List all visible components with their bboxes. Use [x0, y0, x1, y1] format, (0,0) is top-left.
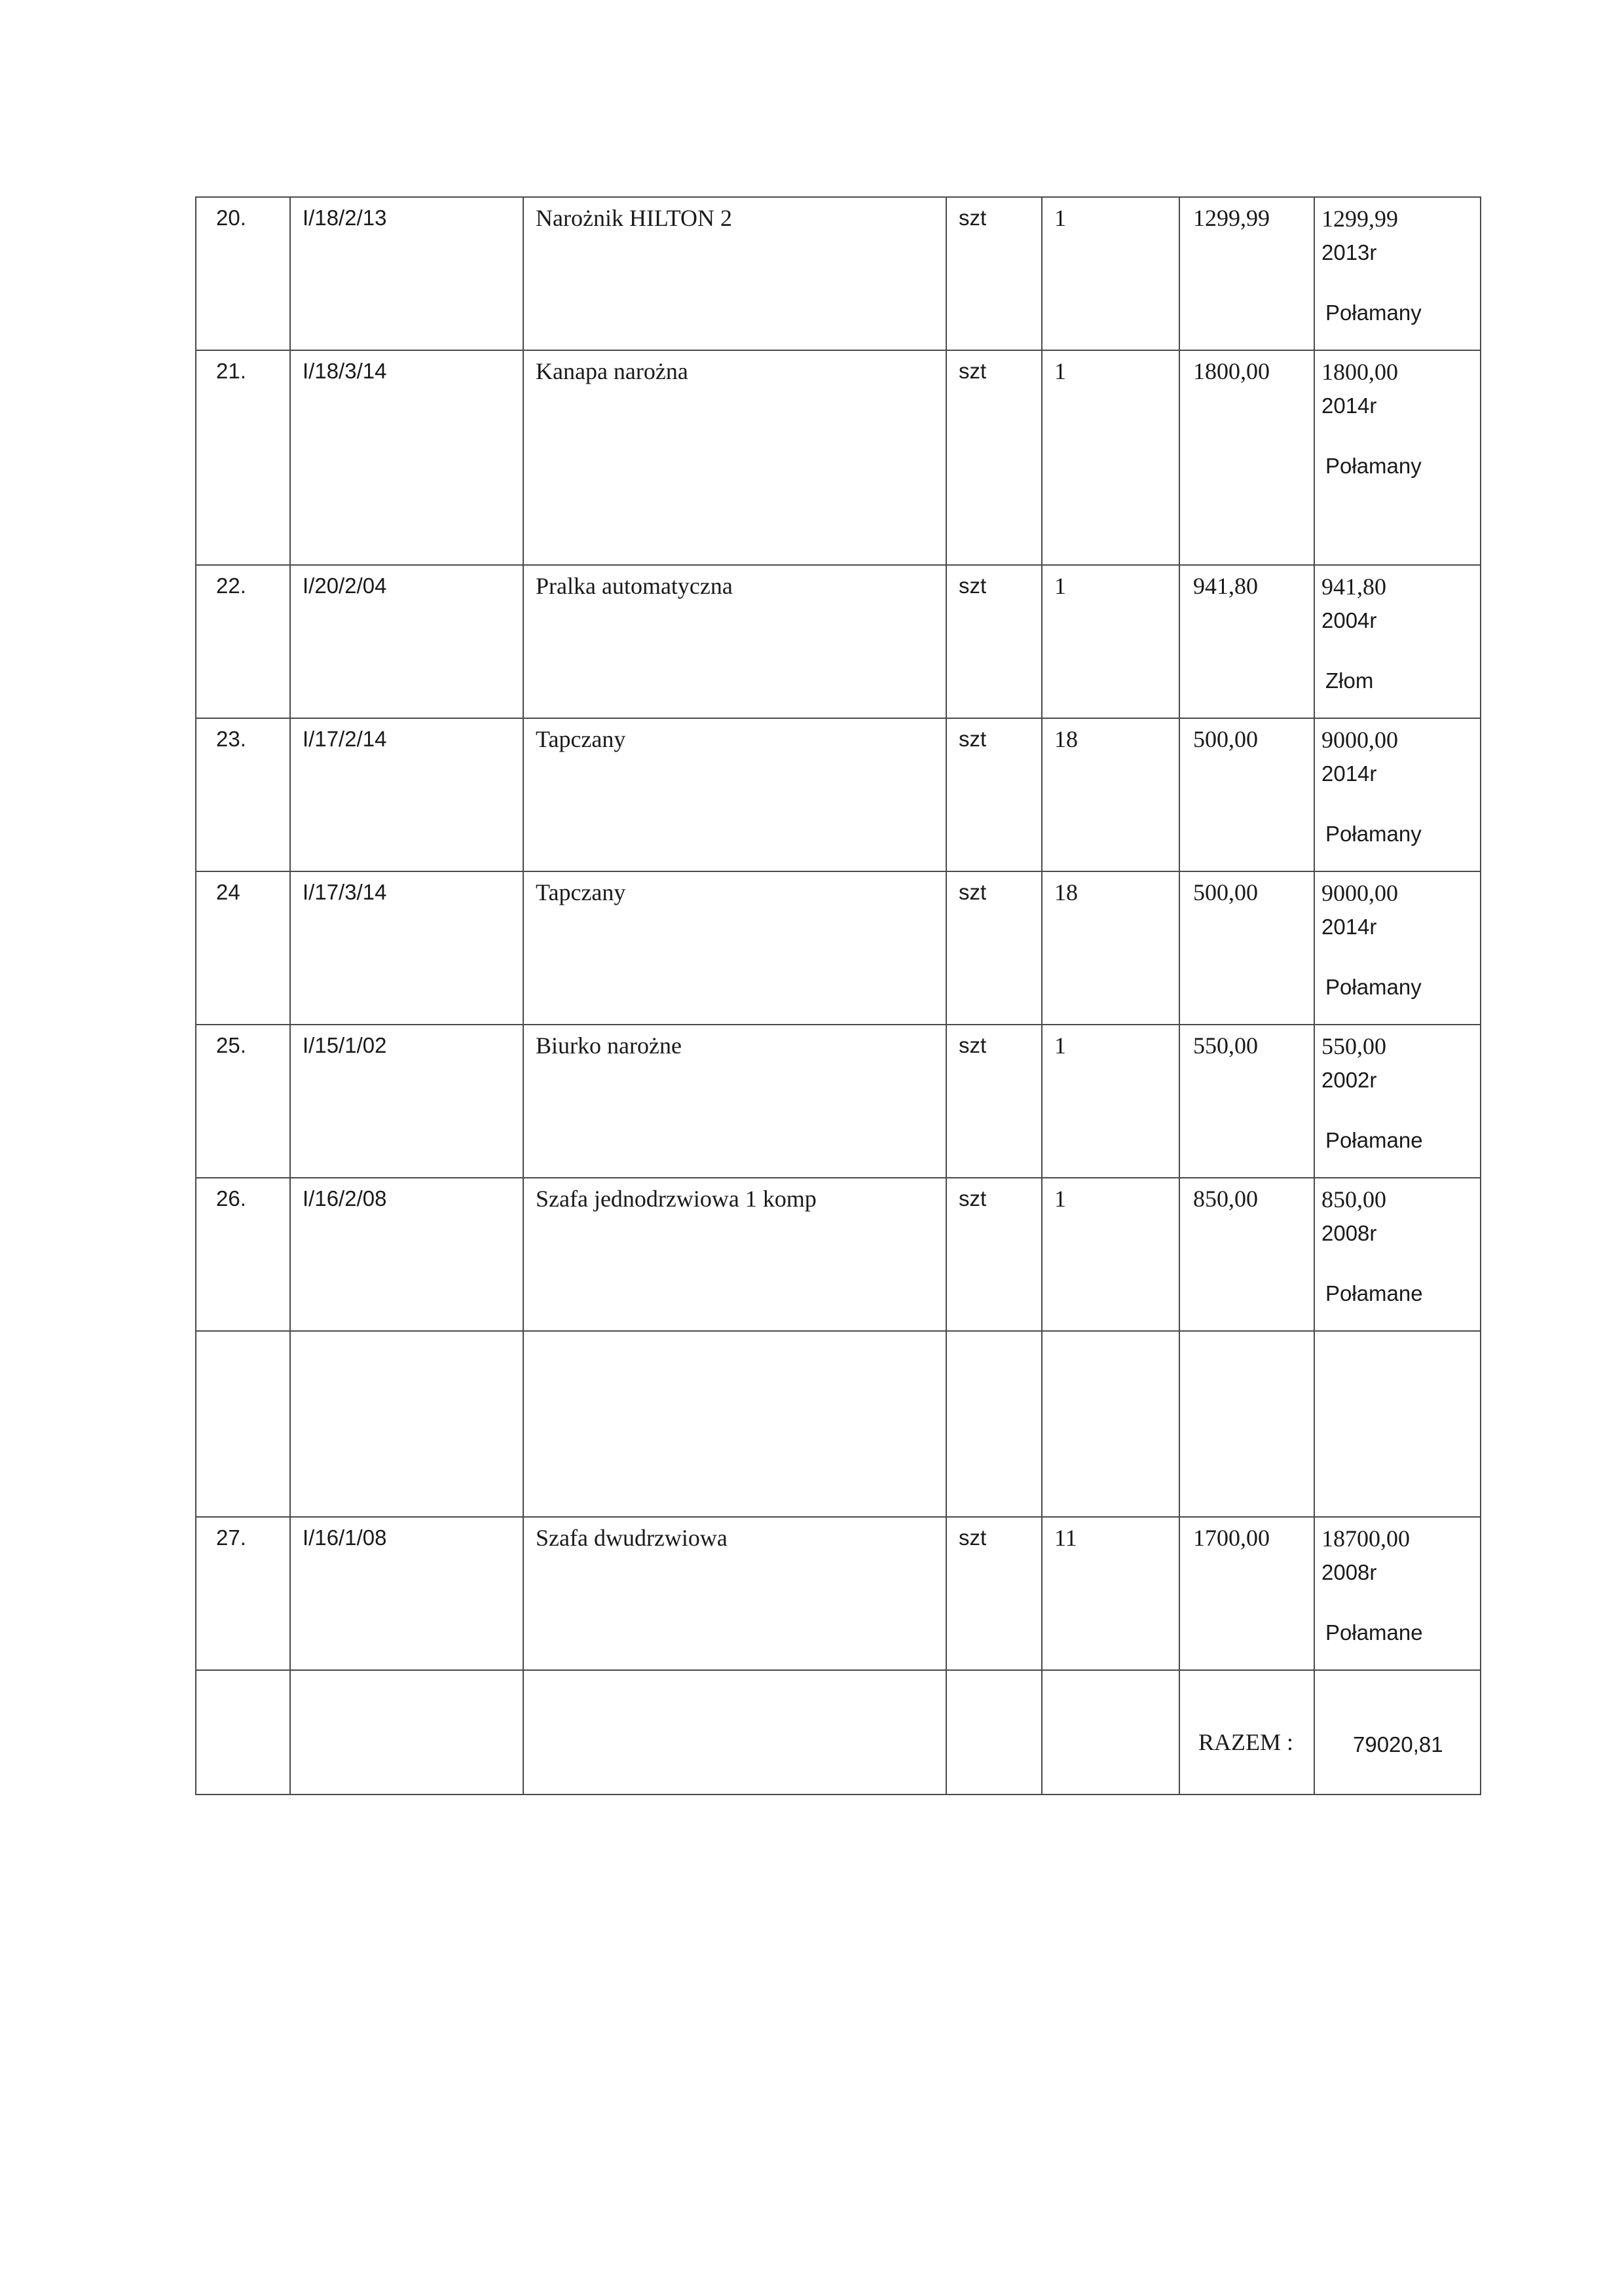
empty-row: [196, 1331, 1481, 1517]
empty-cell: [290, 1331, 523, 1517]
empty-cell: [1179, 1331, 1314, 1517]
total-value: 550,00: [1321, 1033, 1386, 1059]
value-cell: [1314, 871, 1481, 1025]
value-cell: [1314, 350, 1481, 565]
item-name: Kanapa narożna: [523, 350, 946, 565]
item-name: Tapczany: [523, 871, 946, 1025]
grand-total-value: 79020,81: [1314, 1670, 1481, 1795]
inventory-code: I/18/3/14: [290, 350, 523, 565]
item-name: Biurko narożne: [523, 1025, 946, 1178]
row-number: 25.: [196, 1025, 290, 1178]
quantity: 18: [1042, 871, 1179, 1025]
value-cell: [1314, 565, 1481, 718]
unit-price: 500,00: [1179, 718, 1314, 871]
total-value: 9000,00: [1321, 880, 1398, 906]
unit-price: 500,00: [1179, 871, 1314, 1025]
item-name: Szafa jednodrzwiowa 1 komp: [523, 1178, 946, 1331]
condition-note: Połamany: [1325, 301, 1422, 325]
unit: szt: [946, 1025, 1042, 1178]
acquisition-year: 2008r: [1321, 1221, 1377, 1245]
empty-cell: [523, 1670, 946, 1795]
row-number: 20.: [196, 197, 290, 350]
unit-price: 1299,99: [1179, 197, 1314, 350]
quantity: 11: [1042, 1517, 1179, 1670]
row-number: 22.: [196, 565, 290, 718]
condition-note: Połamany: [1325, 975, 1422, 999]
acquisition-year: 2002r: [1321, 1068, 1377, 1092]
unit-price: 550,00: [1179, 1025, 1314, 1178]
acquisition-year: 2013r: [1321, 240, 1377, 264]
value-cell: [1314, 197, 1481, 350]
value-cell: [1314, 1178, 1481, 1331]
inventory-code: I/17/2/14: [290, 718, 523, 871]
condition-note: Połamany: [1325, 454, 1422, 478]
table-row: [196, 718, 1481, 871]
total-value: 9000,00: [1321, 727, 1398, 753]
row-number: 27.: [196, 1517, 290, 1670]
total-value: 1299,99: [1321, 206, 1398, 232]
table-row: [196, 350, 1481, 565]
row-number: 26.: [196, 1178, 290, 1331]
total-value: 941,80: [1321, 574, 1386, 600]
table-row: [196, 1517, 1481, 1670]
total-value: 850,00: [1321, 1186, 1386, 1212]
inventory-code: I/20/2/04: [290, 565, 523, 718]
total-value: 18700,00: [1321, 1525, 1410, 1552]
item-name: Narożnik HILTON 2: [523, 197, 946, 350]
total-label: RAZEM :: [1179, 1670, 1314, 1795]
quantity: 1: [1042, 565, 1179, 718]
condition-note: Złom: [1325, 668, 1374, 693]
acquisition-year: 2014r: [1321, 915, 1377, 939]
condition-note: Połamane: [1325, 1128, 1423, 1152]
inventory-code: I/18/2/13: [290, 197, 523, 350]
row-number: 21.: [196, 350, 290, 565]
unit: szt: [946, 1178, 1042, 1331]
row-number: 23.: [196, 718, 290, 871]
item-name: Tapczany: [523, 718, 946, 871]
empty-cell: [946, 1331, 1042, 1517]
empty-cell: [523, 1331, 946, 1517]
inventory-code: I/16/1/08: [290, 1517, 523, 1670]
item-name: Pralka automatyczna: [523, 565, 946, 718]
total-row: [196, 1670, 1481, 1795]
unit: szt: [946, 197, 1042, 350]
table-row: [196, 197, 1481, 350]
quantity: 1: [1042, 350, 1179, 565]
empty-cell: [946, 1670, 1042, 1795]
unit-price: 1800,00: [1179, 350, 1314, 565]
quantity: 1: [1042, 197, 1179, 350]
unit: szt: [946, 1517, 1042, 1670]
unit: szt: [946, 718, 1042, 871]
empty-cell: [1042, 1331, 1179, 1517]
quantity: 1: [1042, 1178, 1179, 1331]
unit: szt: [946, 871, 1042, 1025]
empty-cell: [196, 1331, 290, 1517]
unit-price: 1700,00: [1179, 1517, 1314, 1670]
inventory-code: I/15/1/02: [290, 1025, 523, 1178]
value-cell: [1314, 718, 1481, 871]
total-value: 1800,00: [1321, 359, 1398, 385]
condition-note: Połamane: [1325, 1620, 1423, 1645]
unit-price: 850,00: [1179, 1178, 1314, 1331]
inventory-table-body: [196, 197, 1481, 1795]
unit-price: 941,80: [1179, 565, 1314, 718]
quantity: 18: [1042, 718, 1179, 871]
inventory-code: I/16/2/08: [290, 1178, 523, 1331]
acquisition-year: 2014r: [1321, 393, 1377, 418]
empty-cell: [1314, 1331, 1481, 1517]
table-row: [196, 565, 1481, 718]
value-cell: [1314, 1517, 1481, 1670]
empty-cell: [290, 1670, 523, 1795]
acquisition-year: 2014r: [1321, 761, 1377, 786]
inventory-table: [195, 196, 1481, 1795]
empty-cell: [196, 1670, 290, 1795]
unit: szt: [946, 565, 1042, 718]
inventory-code: I/17/3/14: [290, 871, 523, 1025]
table-row: [196, 1025, 1481, 1178]
row-number: 24: [196, 871, 290, 1025]
item-name: Szafa dwudrzwiowa: [523, 1517, 946, 1670]
condition-note: Połamane: [1325, 1281, 1423, 1305]
table-row: [196, 1178, 1481, 1331]
acquisition-year: 2008r: [1321, 1560, 1377, 1584]
table-row: [196, 871, 1481, 1025]
acquisition-year: 2004r: [1321, 608, 1377, 632]
value-cell: [1314, 1025, 1481, 1178]
quantity: 1: [1042, 1025, 1179, 1178]
unit: szt: [946, 350, 1042, 565]
condition-note: Połamany: [1325, 822, 1422, 846]
empty-cell: [1042, 1670, 1179, 1795]
